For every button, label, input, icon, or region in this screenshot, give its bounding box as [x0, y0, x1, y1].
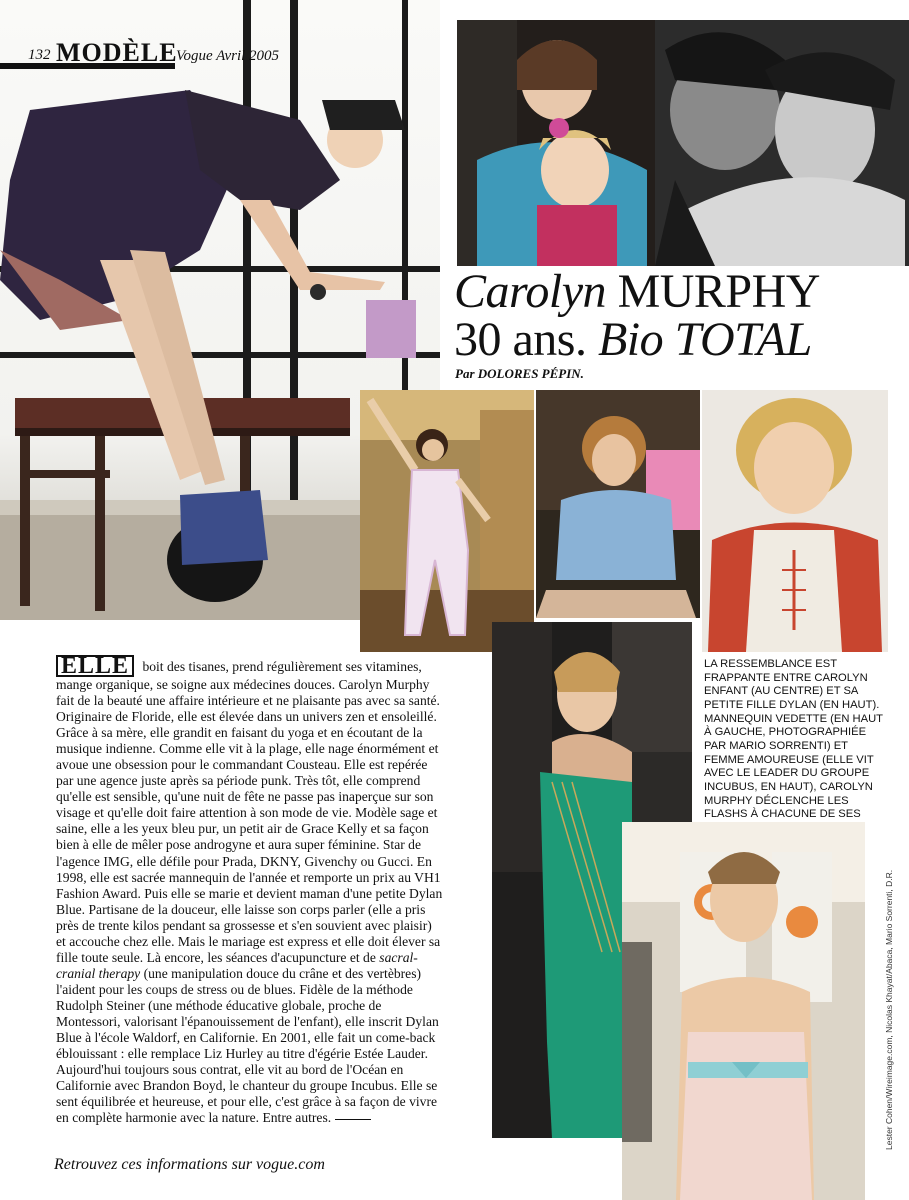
article-text-end: (une manipulation douce du crâne et des vertèbres) l'aident pour les coups de stress ou de blues. Fidèle de la méthode Rudolph Steiner (une méthode éducative globale, proche de Montessori, valorisant l'épanouissement de l'enfant), elle inscrit Dylan Blue à l'école Waldorf, en Californie. En 2001, elle fait un come-back éblouissant : elle remplace Liz Hurley au titre d'égérie Estée Lauder. Aujourd'hui toujours sous contrat, elle vit au bord de l'Océan en Californie avec Brandon Boyd, le chanteur du groupe Incubus. Elle se sent équilibrée et heureuse, et pour elle, c'est grâce à sa façon de vivre en complète harmonie avec la nature. Entre autres. [56, 965, 439, 1126]
title-age: 30 ans. [454, 313, 587, 366]
end-mark [335, 1119, 371, 1120]
photo-child-sitting [536, 390, 700, 618]
photo-lace-dress [622, 822, 865, 1200]
photo-couple-bw [655, 20, 909, 266]
title-first-name: Carolyn [454, 265, 607, 318]
article-text: boit des tisanes, prend régulièrement ses vitamines, mange organique, se soigne aux médecines douces. Carolyn Murphy fait de la beauté une affaire intérieure et ne plaisante pas avec sa santé. Originaire de Floride, elle est élevée dans un univers zen et ensoleillé. Grâce à sa mère, elle grandit en faisant du yoga et en écoutant de la musique indienne. Comme elle vit à la plage, elle nage énormément et avoue une obsession pour le commandant Cousteau. Elle est repérée par une agence juste après sa période punk. Très tôt, elle comprend qu'elle est sensible, qu'une nuit de fête ne passe pas inaperçue sur son visage et qu'elle doit faire attention à son mode de vie. Modèle sage et saine, elle a les yeux bleu pur, un petit air de Grace Kelly et sa façon bien à elle de mêler pose androgyne et aura super féminine. Star de l'agence IMG, elle défile pour Prada, DKNY, Givenchy ou Gucci. En 1998, elle est sacrée mannequin de l'année et remporte un prix au VH1 Fashion Award. Puis elle se marie et devient maman d'une petite Dylan Blue. Partisane de la douceur, elle laisse son corps parler (elle a pris près de trente kilos pendant sa grossesse et s'en souvient avec plaisir) et accouche chez elle. Mais le mariage est express et elle doit élever sa fille toute seule. Là encore, les séances d'acupuncture et de [56, 659, 443, 965]
issue-label: Vogue Avril 2005 [176, 48, 280, 64]
byline: Par DOLORES PÉPIN. [455, 366, 584, 381]
photo-child-dancing [360, 390, 534, 652]
title-bio: Bio TOTAL [597, 313, 812, 366]
dropcap: ELLE [56, 655, 134, 677]
page-number: 132 [28, 47, 51, 63]
photo-caption: LA RESSEMBLANCE EST FRAPPANTE ENTRE CAROLYN ENFANT (AU CENTRE) ET SA PETITE FILLE DYLAN (EN HAUT). MANNEQUIN VEDETTE (EN HAUT À GAUCHE, PHOTOGRAPHIÉE PAR MARIO SORRENTI) ET FEMME AMOUREUSE (ELLE VIT AVEC LE LEADER DU GROUPE INCUBUS, EN HAUT), CAROLYN MURPHY DÉCLENCHE LES FLASHS À CHACUNE DE SES [704, 658, 883, 821]
photo-mother-daughter [457, 20, 655, 266]
photo-blonde-girl [702, 390, 888, 652]
article-italic-term: sacral-cranial therapy [56, 949, 418, 981]
footer-link[interactable]: Retrouvez ces informations sur vogue.com [54, 1156, 325, 1173]
title-last-name: MURPHY [617, 265, 820, 318]
article-title-line2 [454, 313, 812, 366]
photo-credits: Lester Cohen/Wireimage.com, Nicolas Khayat/Abaca, Mario Sorrenti, D.R. [884, 869, 894, 1150]
section-title: MODÈLE [56, 38, 178, 67]
article-body [56, 655, 444, 1126]
article-title-line1 [454, 265, 820, 318]
